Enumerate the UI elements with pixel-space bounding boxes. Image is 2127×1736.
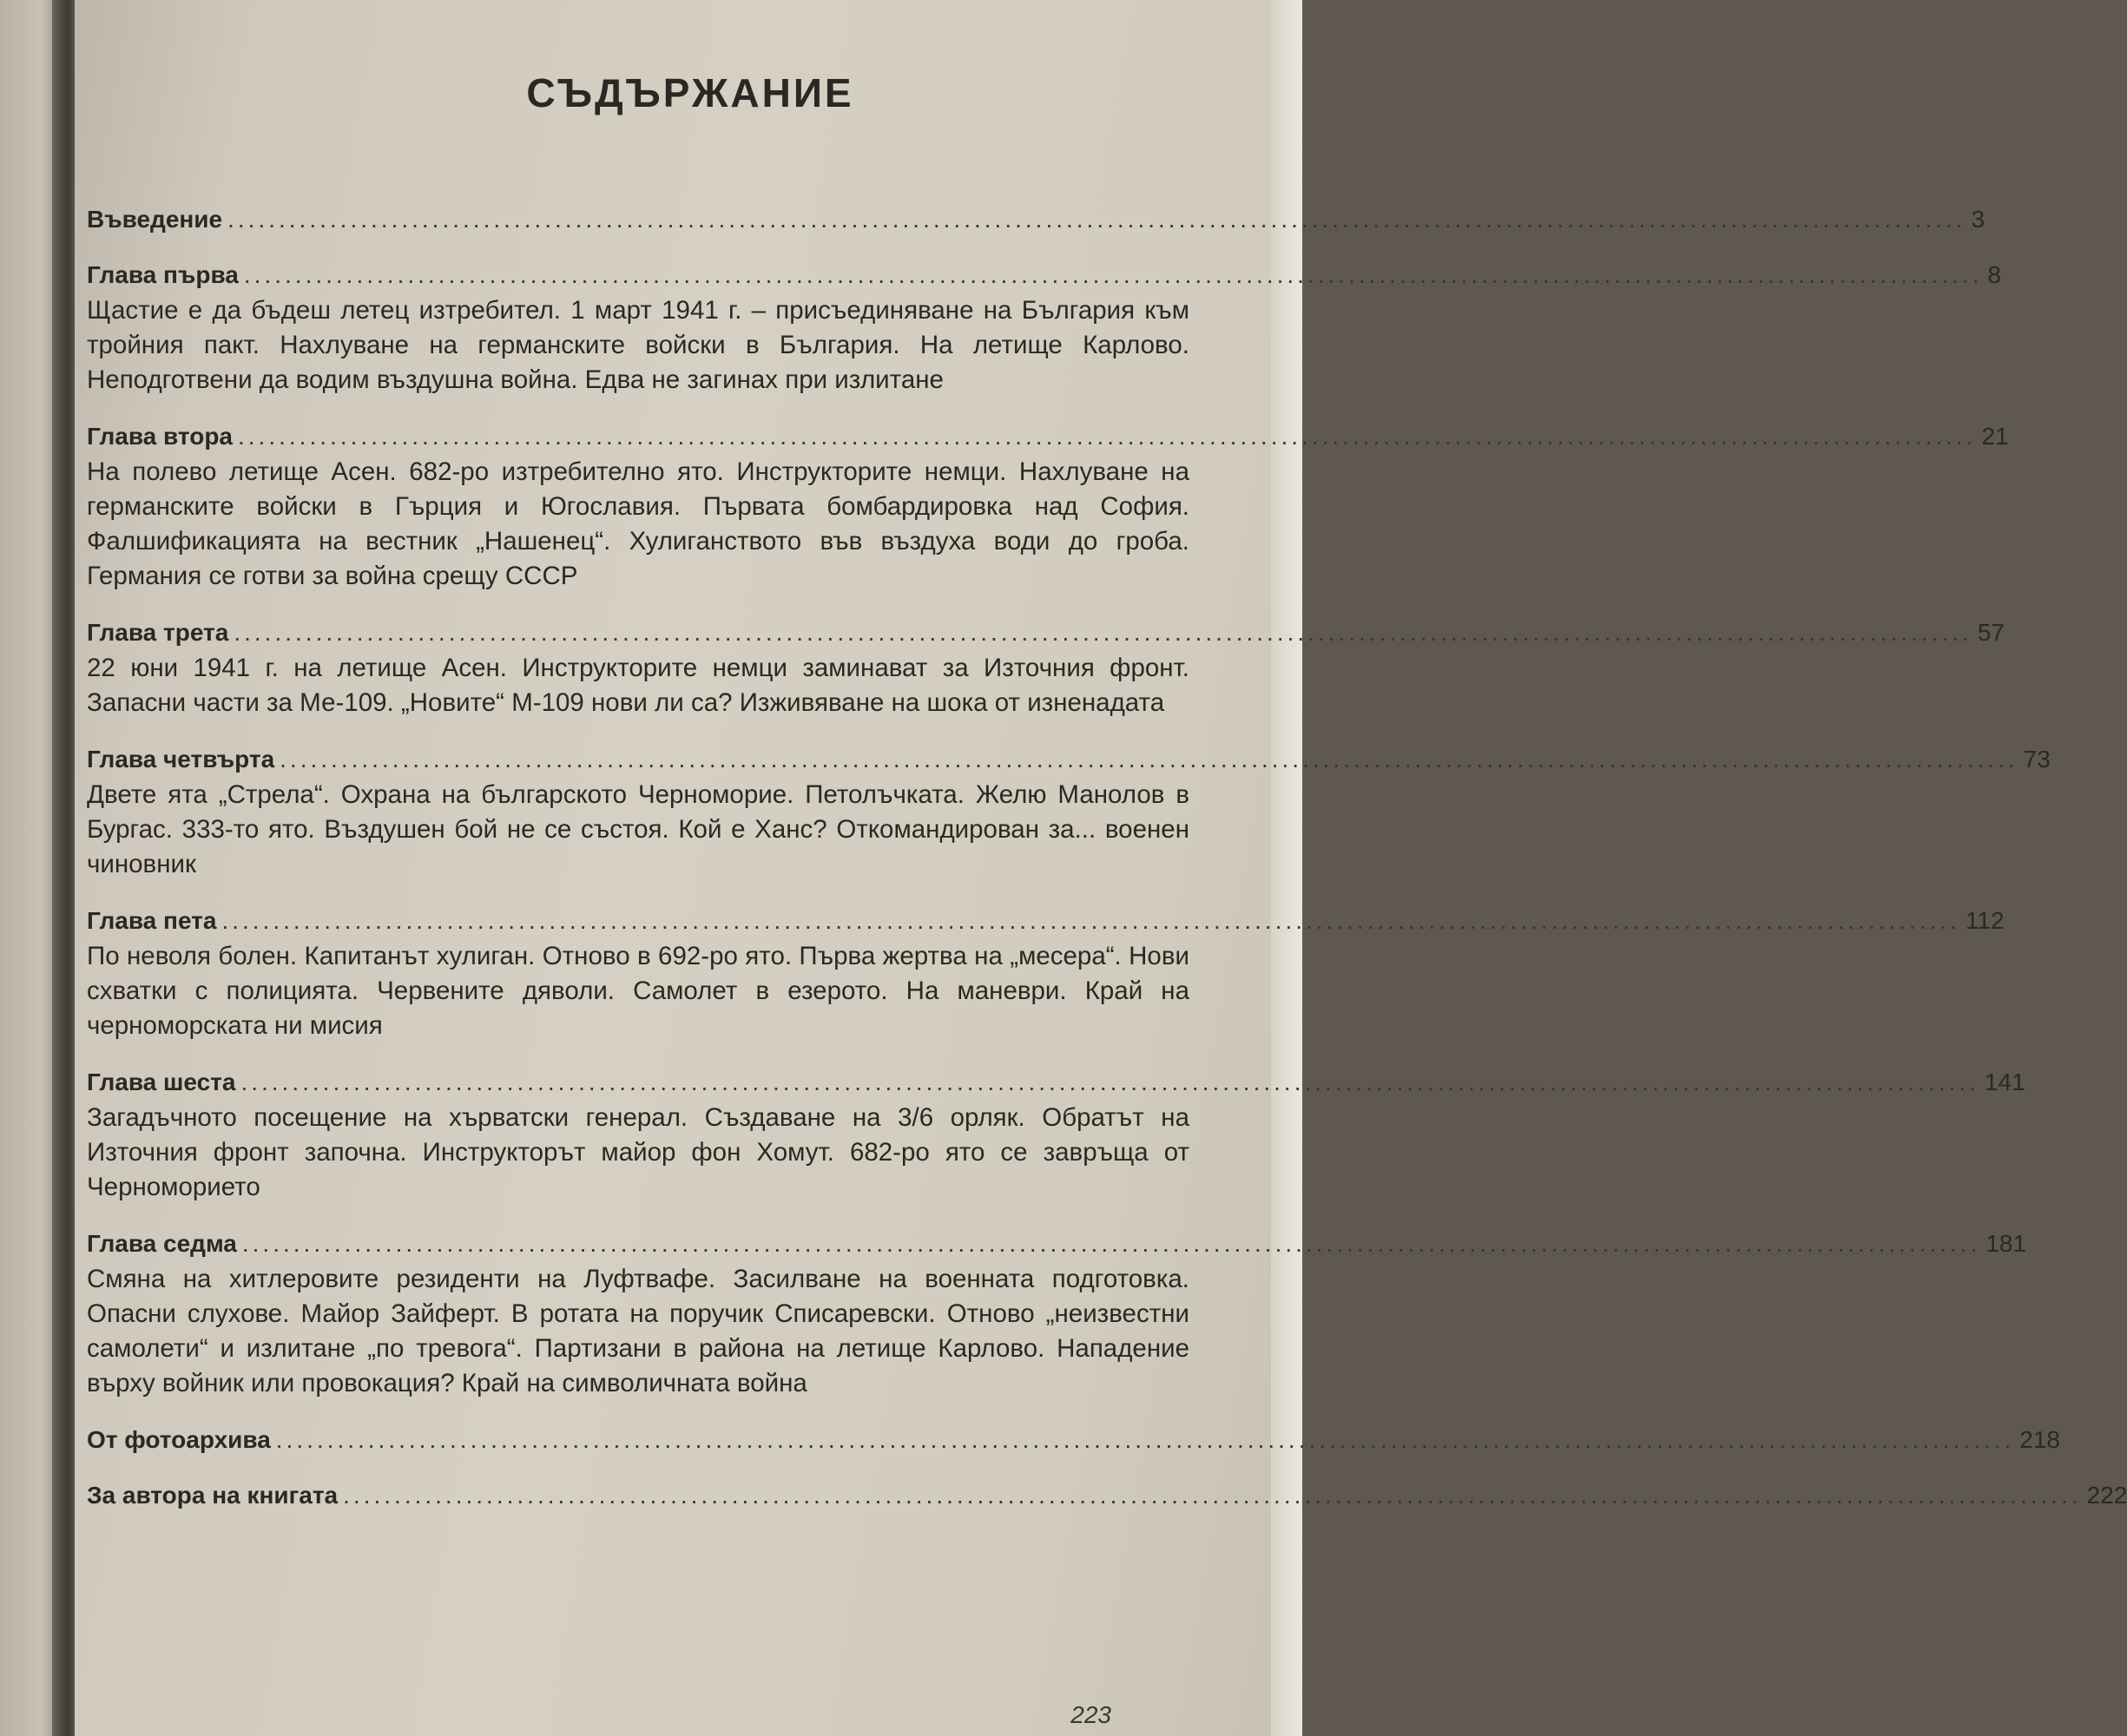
entry-page-number: 218: [2019, 1426, 2060, 1453]
entry-description: 22 юни 1941 г. на летище Асен. Инструкторите немци заминават за Източния фронт. Запасни части за Ме-109. „Новите“ М-109 нови ли са? Изживяване на шока от изненадата: [87, 654, 1189, 717]
toc-entry-chapter-5: [87, 904, 2005, 1043]
entry-description: Двете ята „Стрела“. Охрана на българското Черноморие. Петолъчката. Желю Манолов в Бургас. 333-то ято. Въздушен бой не се състоя. Кой е Ханс? Откомандирован за... военен чиновник: [87, 780, 1189, 878]
leader-dots: ..........................................................................................................................................................................: [227, 206, 1966, 233]
toc-entry-photo-archive: [87, 1424, 2060, 1457]
toc-entry-head: [87, 1424, 2060, 1457]
page-title: СЪДЪРЖАНИЕ: [526, 70, 854, 115]
toc-entry-head: [87, 1066, 2025, 1099]
leader-dots: ..........................................................................................................................................................................: [280, 746, 2018, 773]
entry-name: За автора на книгата: [87, 1482, 339, 1509]
entry-name: Глава пета: [87, 907, 217, 934]
leader-dots: ..........................................................................................................................................................................: [241, 1230, 1981, 1257]
toc-entry-chapter-1: [87, 259, 2001, 398]
toc-entry-chapter-6: [87, 1066, 2025, 1205]
entry-name: Въведение: [87, 206, 223, 233]
entry-name: Глава трета: [87, 619, 229, 646]
leader-dots: ..........................................................................................................................................................................: [275, 1426, 2015, 1453]
leader-dots: ..........................................................................................................................................................................: [243, 261, 1983, 288]
leader-dots: ..........................................................................................................................................................................: [221, 907, 1960, 934]
toc-entry-chapter-7: [87, 1227, 2027, 1401]
entry-name: Глава първа: [87, 261, 239, 288]
toc-entry-head: [87, 616, 2005, 649]
toc-entry-head: [87, 420, 2009, 453]
toc-entry-head: [87, 1479, 2127, 1512]
entry-name: Глава шеста: [87, 1069, 236, 1095]
entry-name: Глава седма: [87, 1230, 237, 1257]
toc-entry-head: [87, 203, 1985, 236]
table-of-contents: [87, 69, 2127, 1535]
entry-page-number: 181: [1985, 1230, 2027, 1257]
entry-page-number: 141: [1984, 1069, 2025, 1095]
toc-entry-introduction: [87, 203, 1985, 236]
leader-dots: ..........................................................................................................................................................................: [238, 423, 1977, 450]
page-number-footer: 223: [1070, 1701, 1111, 1728]
toc-entry-about-author: [87, 1479, 2127, 1512]
entry-page-number: 57: [1977, 619, 2005, 646]
entry-page-number: 112: [1965, 907, 2005, 934]
toc-entry-chapter-4: [87, 743, 2051, 882]
leader-dots: ..........................................................................................................................................................................: [240, 1069, 1979, 1095]
toc-entry-head: [87, 1227, 2027, 1260]
toc-entry-chapter-3: [87, 616, 2005, 720]
entry-name: Глава четвърта: [87, 746, 275, 773]
leader-dots: ..........................................................................................................................................................................: [343, 1482, 2082, 1509]
toc-entry-head: [87, 259, 2001, 292]
entry-page-number: 73: [2023, 746, 2051, 773]
entry-description: На полево летище Асен. 682-ро изтребително ято. Инструкторите немци. Нахлуване на германските войски в Гърция и Югославия. Първата бомбардировка над София. Фалшификацията на вестник „Нашенец“. Хулиганството във въздуха води до гроба. Германия се готви за война срещу СССР: [87, 457, 1189, 590]
entry-page-number: 8: [1987, 261, 2001, 288]
toc-entry-head: [87, 904, 2005, 937]
leader-dots: ..........................................................................................................................................................................: [234, 619, 1972, 646]
entry-name: От фотоархива: [87, 1426, 271, 1453]
entry-description: Смяна на хитлеровите резиденти на Луфтвафе. Засилване на военната подготовка. Опасни слухове. Майор Зайферт. В ротата на поручик Списаревски. Отново „неизвестни самолети“ и излитане „по тревога“. Партизани в района на летище Карлово. Нападение върху войник или провокация? Край на символичната война: [87, 1265, 1189, 1397]
entry-name: Глава втора: [87, 423, 233, 450]
toc-entry-head: [87, 743, 2051, 776]
toc-entry-chapter-2: [87, 420, 2009, 594]
entry-page-number: 3: [1971, 206, 1985, 233]
entry-description: По неволя болен. Капитанът хулиган. Отново в 692-ро ято. Първа жертва на „месера“. Нови схватки с полицията. Червените дяволи. Самолет в езерото. На маневри. Край на черноморската ни мисия: [87, 942, 1189, 1040]
entry-description: Загадъчното посещение на хърватски генерал. Създаване на 3/6 орляк. Обратът на Източния фронт започна. Инструкторът майор фон Хомут. 682-ро ято се завръща от Черноморието: [87, 1103, 1189, 1201]
entry-page-number: 222: [2086, 1482, 2127, 1509]
entry-page-number: 21: [1981, 423, 2009, 450]
entry-description: Щастие е да бъдеш летец изтребител. 1 март 1941 г. – присъединяване на България към тройния пакт. Нахлуване на германските войски в България. На летище Карлово. Неподготвени да водим въздушна война. Едва не загинах при излитане: [87, 296, 1189, 394]
